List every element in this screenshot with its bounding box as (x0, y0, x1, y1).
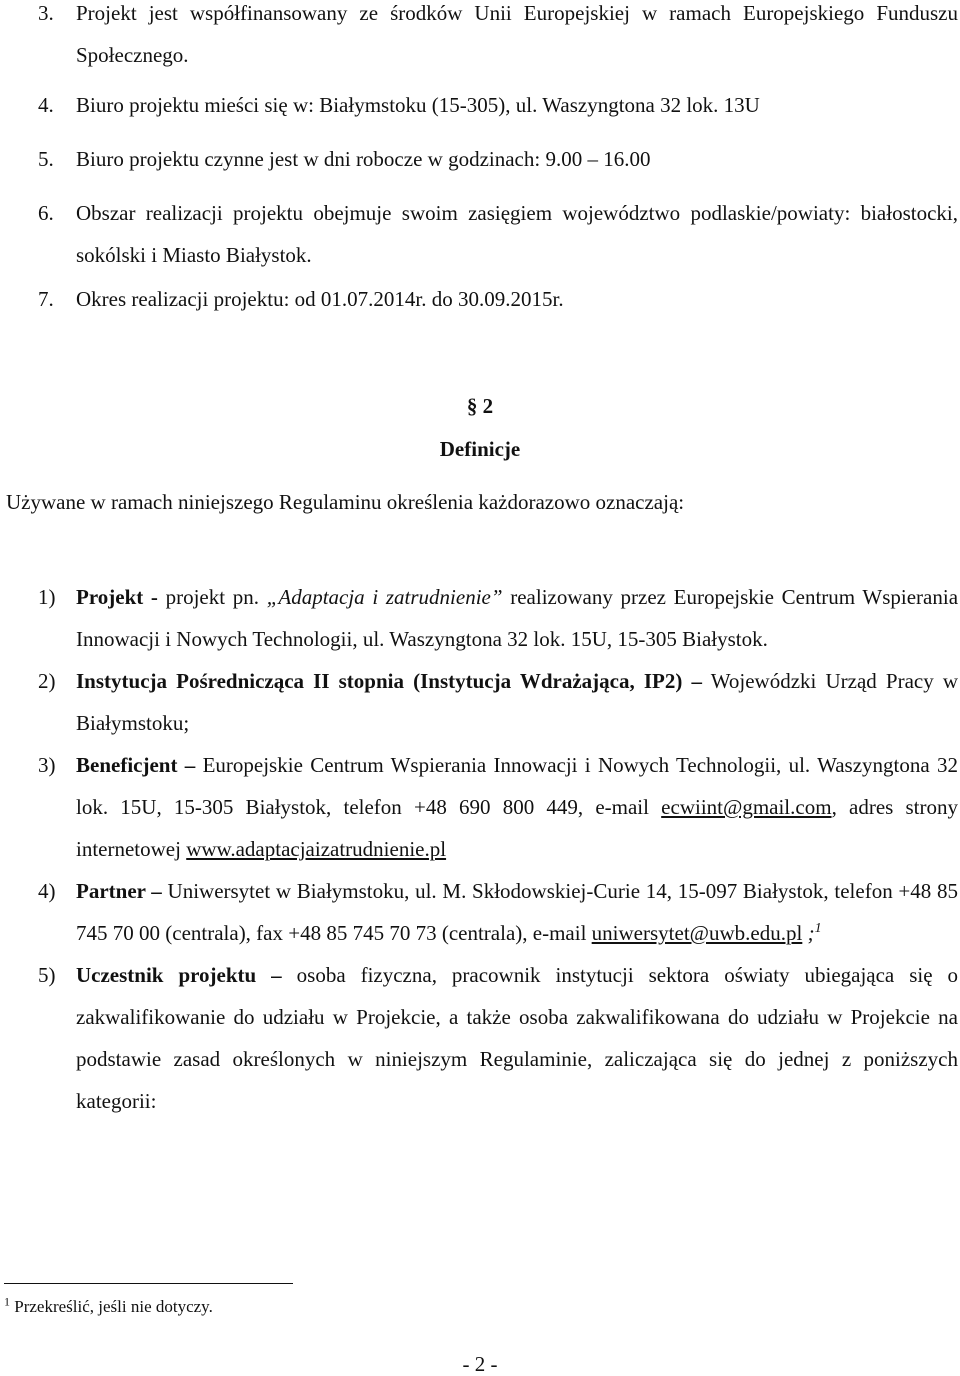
item-number: 2) (38, 669, 56, 693)
definition-text: realizowany przez Europejskie Centrum Wspierania Innowacji i Nowych Technologii, ul. Waszyngtona 32 lok. 15U, 15-305 Białystok. (76, 585, 959, 651)
item-number: 3) (38, 753, 56, 777)
item-number: 4. (38, 93, 54, 117)
project-title: „Adaptacja i zatrudnienie” (266, 585, 503, 609)
item-number: 5. (38, 147, 54, 171)
footnote-reference[interactable]: 1 (814, 921, 822, 936)
footnote-text: Przekreślić, jeśli nie dotyczy. (14, 1297, 213, 1316)
footnote-separator (4, 1283, 293, 1284)
definition-term: Projekt - (76, 585, 158, 609)
definition-item (38, 744, 958, 870)
item-number: 6. (38, 201, 54, 225)
section-intro: Używane w ramach niniejszego Regulaminu określenia każdorazowo oznaczają: (6, 490, 685, 514)
intro-list (38, 0, 958, 320)
definition-term: Instytucja Pośrednicząca II stopnia (Instytucja Wdrażająca, IP2) – (76, 669, 702, 693)
item-number: 3. (38, 1, 54, 25)
item-number: 7. (38, 287, 54, 311)
section-title: Definicje (439, 437, 521, 461)
footnote (4, 1296, 213, 1318)
item-text: Biuro projektu czynne jest w dni robocze w godzinach: 9.00 – 16.00 (76, 147, 651, 171)
list-item (38, 84, 958, 126)
definition-text: Europejskie Centrum Wspierania Innowacji i Nowych Technologii, ul. Waszyngtona 32 lok. 15U, 15-305 Białystok, telefon +48 690 800 449, e-mail (76, 753, 958, 819)
definition-text: projekt pn. (157, 585, 267, 609)
definition-item (38, 576, 958, 660)
footnote-number: 1 (4, 1294, 10, 1309)
definition-term: Partner – (76, 879, 162, 903)
item-number: 4) (38, 879, 56, 903)
definition-item (38, 870, 958, 954)
definition-text: Uniwersytet w Białymstoku, ul. M. Skłodowskiej-Curie 14, 15-097 Białystok, telefon +48 85 745 70 00 (centrala), fax +48 85 745 70 73 (centrala), e-mail (76, 879, 958, 945)
definition-text: Wojewódzki Urząd Pracy w Białymstoku; (76, 669, 958, 735)
page-number: - 2 - (462, 1352, 498, 1376)
item-text: Obszar realizacji projektu obejmuje swoim zasięgiem województwo podlaskie/powiaty: białostocki, sokólski i Miasto Białystok. (76, 201, 958, 267)
list-item (38, 138, 958, 180)
definition-text: ; (802, 921, 815, 945)
list-item (38, 0, 958, 76)
item-text: Projekt jest współfinansowany ze środków Unii Europejskiej w ramach Europejskiego Funduszu Społecznego. (76, 1, 958, 67)
item-text: Okres realizacji projektu: od 01.07.2014r. do 30.09.2015r. (76, 287, 564, 311)
list-item (38, 192, 958, 276)
definition-term: Uczestnik projektu – (76, 963, 282, 987)
definition-item (38, 954, 958, 1122)
email-link[interactable]: ecwiint@gmail.com (661, 795, 832, 819)
section-number: § 2 (466, 394, 494, 418)
definition-item (38, 660, 958, 744)
definition-term: Beneficjent – (76, 753, 196, 777)
list-item (38, 278, 958, 320)
item-text: Biuro projektu mieści się w: Białymstoku (15-305), ul. Waszyngtona 32 lok. 13U (76, 93, 760, 117)
item-number: 5) (38, 963, 56, 987)
email-link[interactable]: uniwersytet@uwb.edu.pl (591, 921, 803, 945)
definitions-list (38, 576, 958, 1122)
website-link[interactable]: www.adaptacjaizatrudnienie.pl (186, 837, 447, 861)
item-number: 1) (38, 585, 56, 609)
definition-text: , adres strony internetowej (76, 795, 958, 861)
definition-text: osoba fizyczna, pracownik instytucji sektora oświaty ubiegająca się o zakwalifikowanie do udziału w Projekcie, a także osoba zakwalifikowana do udziału w Projekcie na podstawie zasad określonych w niniejszym Regulaminie, zaliczająca się do jednej z poniższych kategorii: (76, 963, 958, 1113)
